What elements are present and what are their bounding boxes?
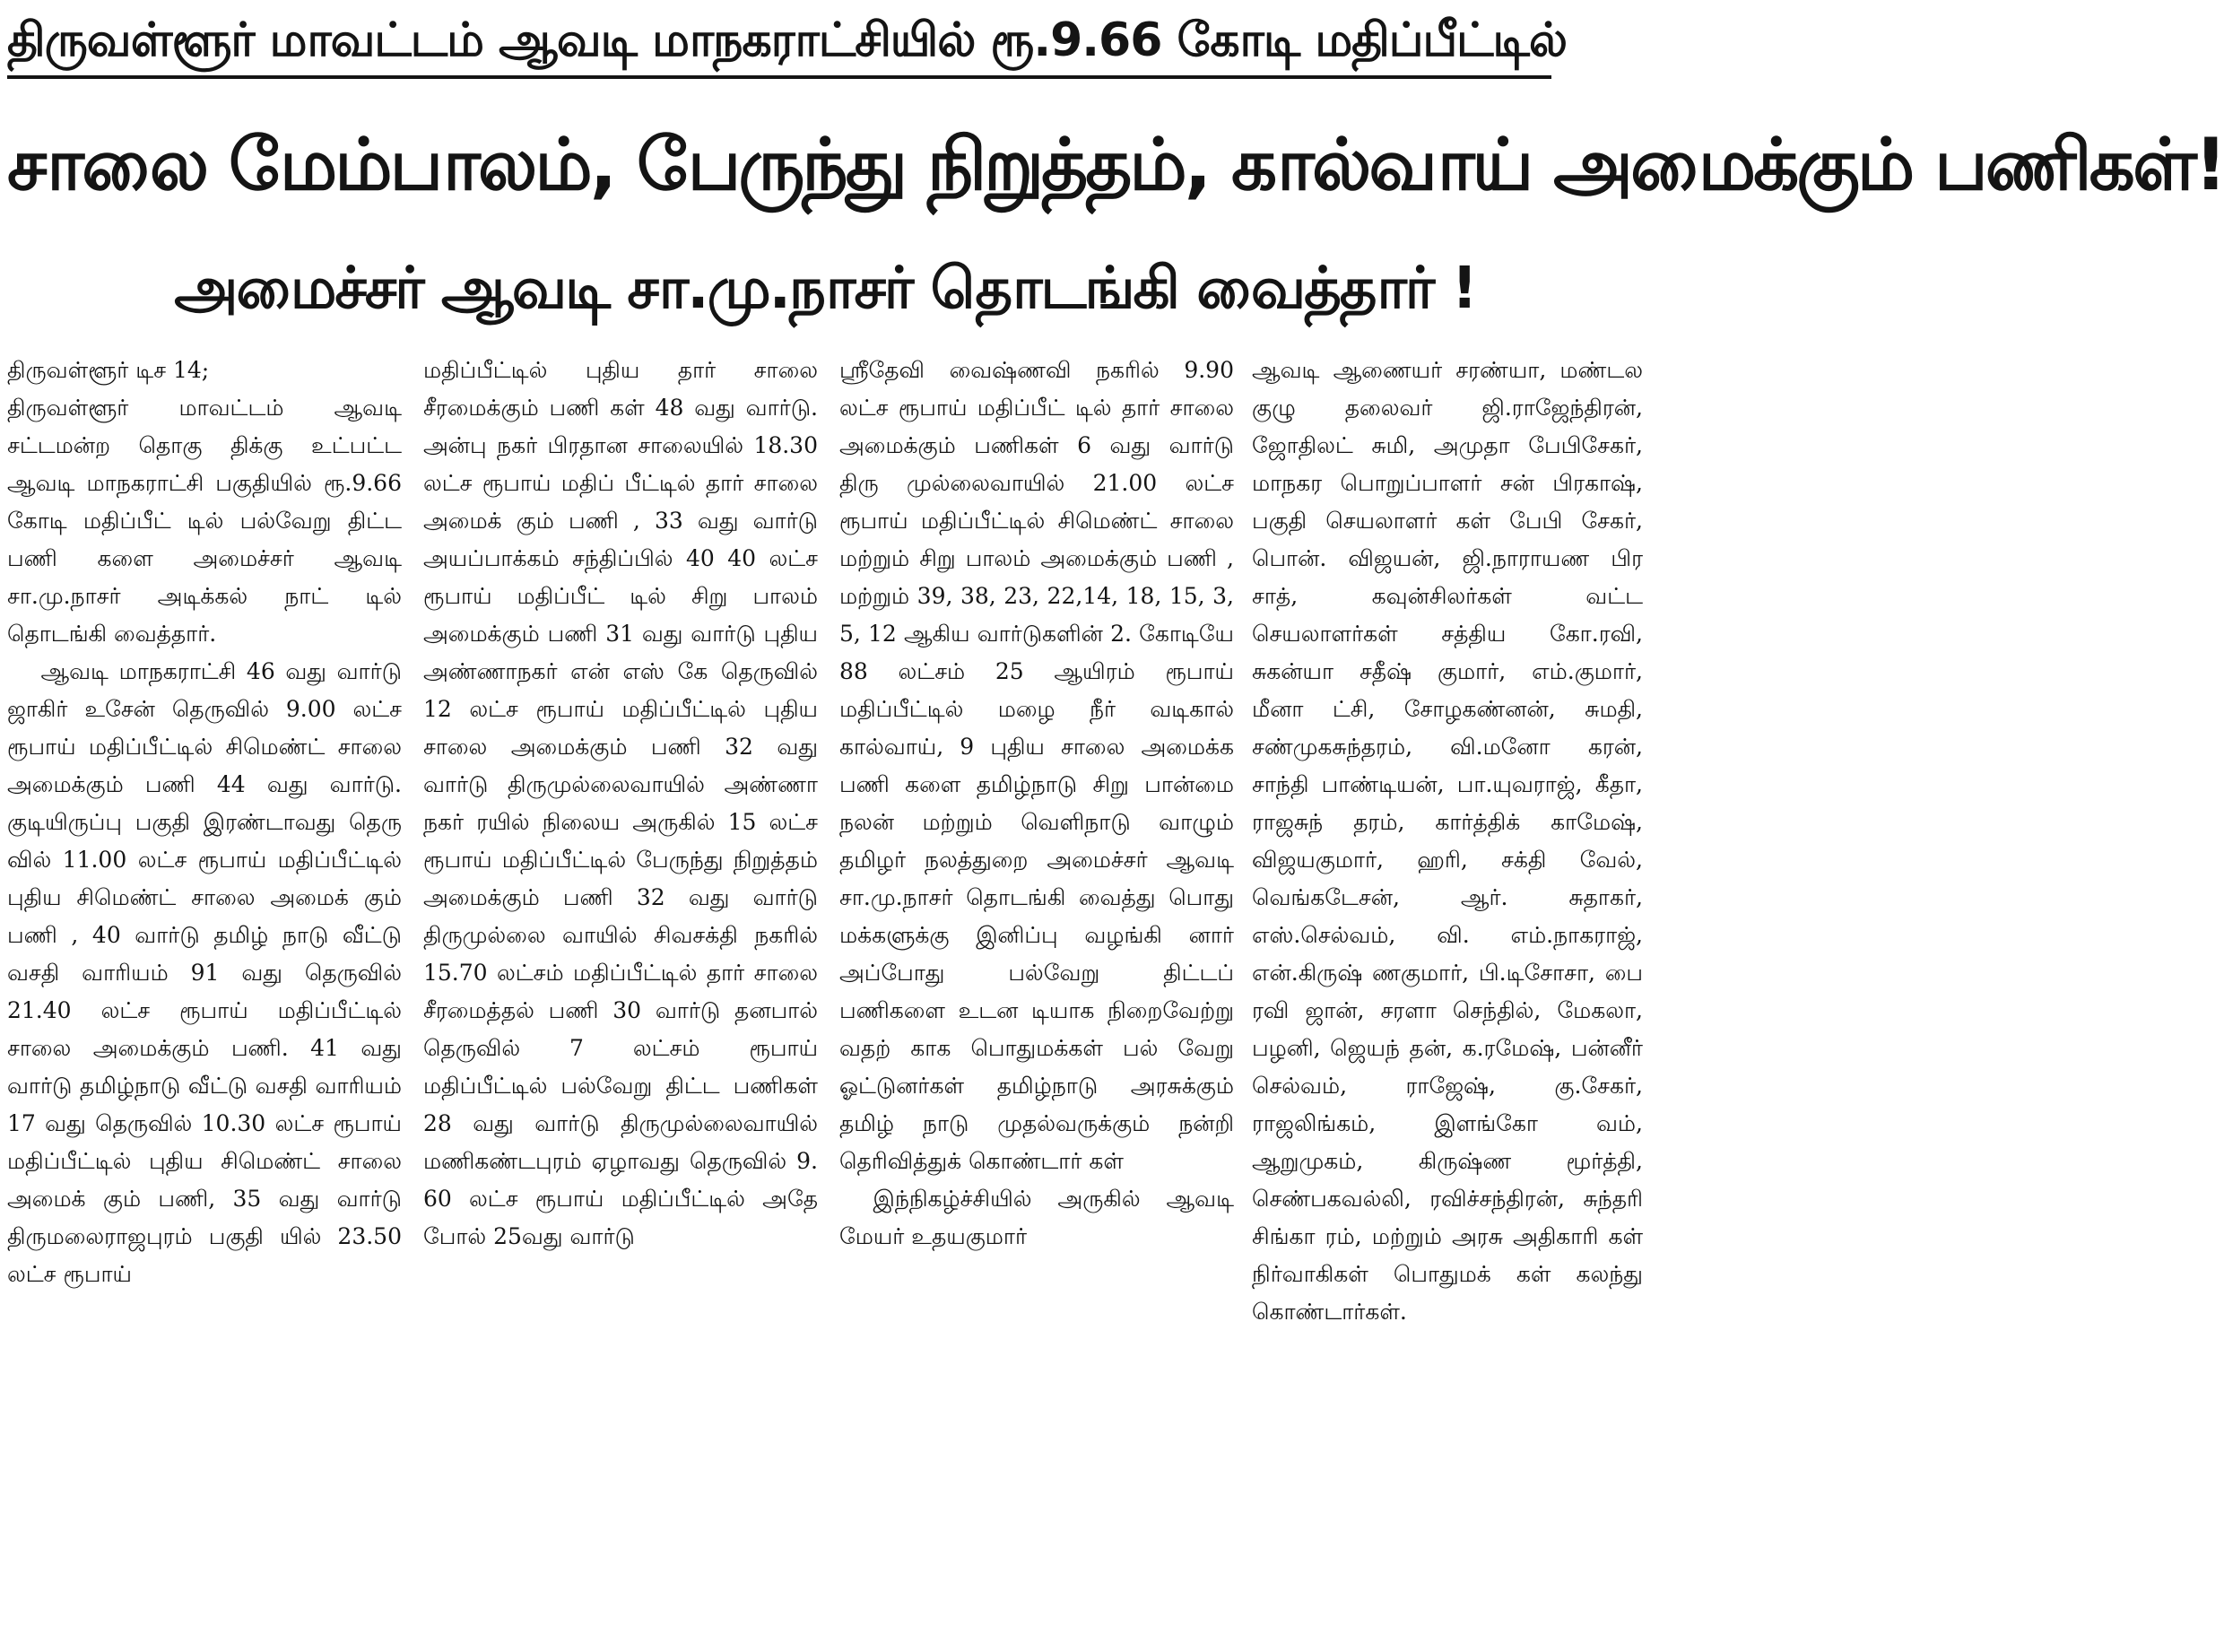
column-1-paragraph-2: ஆவடி மாநகராட்சி 46 வது வார்டு ஜாகிர் உசேன் தெருவில் 9.00 லட்ச ரூபாய் மதிப்பீட்டில் சிமெண்ட் சாலை அமைக்கும் பணி 44 வது வார்டு. குடியிருப்பு பகுதி இரண்டாவது தெரு வில் 11.00 லட்ச ரூபாய் மதிப்பீட்டில் புதிய சிமெண்ட் சாலை அமைக் கும் பணி , 40 வார்டு தமிழ் நாடு வீட்டு வசதி வாரியம் 91 வது தெருவில் 21.40 லட்ச ரூபாய் மதிப்பீட்டில் சாலை அமைக்கும் பணி. 41 வது வார்டு தமிழ்நாடு வீட்டு வசதி வாரியம் 17 வது தெருவில் 10.30 லட்ச ரூபாய் மதிப்பீட்டில் புதிய சிமெண்ட் சாலை அமைக் கும் பணி, 35 வது வார்டு திருமலைராஜபுரம் பகுதி யில் 23.50 லட்ச ரூபாய்: [7, 658, 402, 1287]
article-subheadline: அமைச்சர் ஆவடி சா.மு.நாசர் தொடங்கி வைத்தார் !: [174, 256, 1476, 322]
article-column-2: [423, 352, 818, 1648]
article-kicker: திருவள்ளூர் மாவட்டம் ஆவடி மாநகராட்சியில் ரூ.9.66 கோடி மதிப்பீட்டில்: [7, 13, 1568, 67]
article-column-4: [1252, 352, 1643, 1648]
article-headline: சாலை மேம்பாலம், பேருந்து நிறுத்தம், கால்வாய் அமைக்கும் பணிகள்!: [7, 123, 2224, 206]
article-column-1: [7, 352, 402, 1648]
column-2-paragraph-1: மதிப்பீட்டில் புதிய தார் சாலை சீரமைக்கும் பணி கள் 48 வது வார்டு. அன்பு நகர் பிரதான சாலையில் 18.30 லட்ச ரூபாய் மதிப் பீட்டில் தார் சாலை அமைக் கும் பணி , 33 வது வார்டு அயப்பாக்கம் சந்திப்பில் 40 40 லட்ச ரூபாய் மதிப்பீட் டில் சிறு பாலம் அமைக்கும் பணி 31 வது வார்டு புதிய அண்ணாநகர் என் எஸ் கே தெருவில் 12 லட்ச ரூபாய் மதிப்பீட்டில் புதிய சாலை அமைக்கும் பணி 32 வது வார்டு திருமுல்லைவாயில் அண்ணா நகர் ரயில் நிலைய அருகில் 15 லட்ச ரூபாய் மதிப்பீட்டில் பேருந்து நிறுத்தம் அமைக்கும் பணி 32 வது வார்டு திருமுல்லை வாயில் சிவசக்தி நகரில் 15.70 லட்சம் மதிப்பீட்டில் தார் சாலை சீரமைத்தல் பணி 30 வார்டு தனபால் தெருவில் 7 லட்சம் ரூபாய் மதிப்பீட்டில் பல்வேறு திட்ட பணிகள் 28 வது வார்டு திருமுல்லைவாயில் மணிகண்டபுரம் ஏழாவது தெருவில் 9. 60 லட்ச ரூபாய் மதிப்பீட்டில் அதே போல் 25வது வார்டு: [423, 357, 818, 1249]
column-3-paragraph-1: ஸ்ரீதேவி வைஷ்ணவி நகரில் 9.90 லட்ச ரூபாய் மதிப்பீட் டில் தார் சாலை அமைக்கும் பணிகள் 6 வது வார்டு திரு முல்லைவாயில் 21.00 லட்ச ரூபாய் மதிப்பீட்டில் சிமெண்ட் சாலை மற்றும் சிறு பாலம் அமைக்கும் பணி , மற்றும் 39, 38, 23, 22,14, 18, 15, 3, 5, 12 ஆகிய வார்டுகளின் 2. கோடியே 88 லட்சம் 25 ஆயிரம் ரூபாய் மதிப்பீட்டில் மழை நீர் வடிகால் கால்வாய், 9 புதிய சாலை அமைக்க பணி களை தமிழ்நாடு சிறு பான்மை நலன் மற்றும் வெளிநாடு வாழும் தமிழர் நலத்துறை அமைச்சர் ஆவடி சா.மு.நாசர் தொடங்கி வைத்து பொது மக்களுக்கு இனிப்பு வழங்கி னார் அப்போது பல்வேறு திட்டப் பணிகளை உடன டியாக நிறைவேற்று வதற் காக பொதுமக்கள் பல் வேறு ஓட்டுனர்கள் தமிழ்நாடு அரசுக்கும் தமிழ் நாடு முதல்வருக்கும் நன்றி தெரிவித்துக் கொண்டார் கள்: [839, 357, 1234, 1174]
dateline: திருவள்ளூர் டிச 14;: [7, 357, 210, 383]
kicker-underline: [7, 75, 1551, 79]
column-3-paragraph-2: இந்நிகழ்ச்சியில் அருகில் ஆவடி மேயர் உதயகுமார்: [839, 1186, 1234, 1249]
column-1-paragraph-1: திருவள்ளூர் மாவட்டம் ஆவடி சட்டமன்ற தொகு திக்கு உட்பட்ட ஆவடி மாநகராட்சி பகுதியில் ரூ.9.66 கோடி மதிப்பீட் டில் பல்வேறு திட்ட பணி களை அமைச்சர் ஆவடி சா.மு.நாசர் அடிக்கல் நாட் டில் தொடங்கி வைத்தார்.: [7, 395, 402, 647]
column-4-paragraph-1: ஆவடி ஆணையர் சரண்யா, மண்டல குழு தலைவர் ஜி.ராஜேந்திரன், ஜோதிலட் சுமி, அமுதா பேபிசேகர், மாநகர பொறுப்பாளர் சன் பிரகாஷ், பகுதி செயலாளர் கள் பேபி சேகர், பொன். விஜயன், ஜி.நாராயண பிர சாத், கவுன்சிலர்கள் வட்ட செயலாளர்கள் சத்திய கோ.ரவி, சுகன்யா சதீஷ் குமார், எம்.குமார், மீனா ட்சி, சோழகண்னன், சுமதி, சண்முகசுந்தரம், வி.மனோ கரன், சாந்தி பாண்டியன், பா.யுவராஜ், கீதா, ராஜசுந் தரம், கார்த்திக் காமேஷ், விஜயகுமார், ஹரி, சக்தி வேல், வெங்கடேசன், ஆர். சுதாகர், எஸ்.செல்வம், வி. எம்.நாகராஜ், என்.கிருஷ் ணகுமார், பி.டிசோசா, பை ரவி ஜான், சரளா செந்தில், மேகலா, பழனி, ஜெயந் தன், க.ரமேஷ், பன்னீர் செல்வம், ராஜேஷ், கு.சேகர், ராஜலிங்கம், இளங்கோ வம், ஆறுமுகம், கிருஷ்ண மூர்த்தி, செண்பகவல்லி, ரவிச்சந்திரன், சுந்தரி சிங்கா ரம், மற்றும் அரசு அதிகாரி கள் நிர்வாகிகள் பொதுமக் கள் கலந்து கொண்டார்கள்.: [1252, 357, 1643, 1325]
article-column-3: [839, 352, 1234, 1648]
